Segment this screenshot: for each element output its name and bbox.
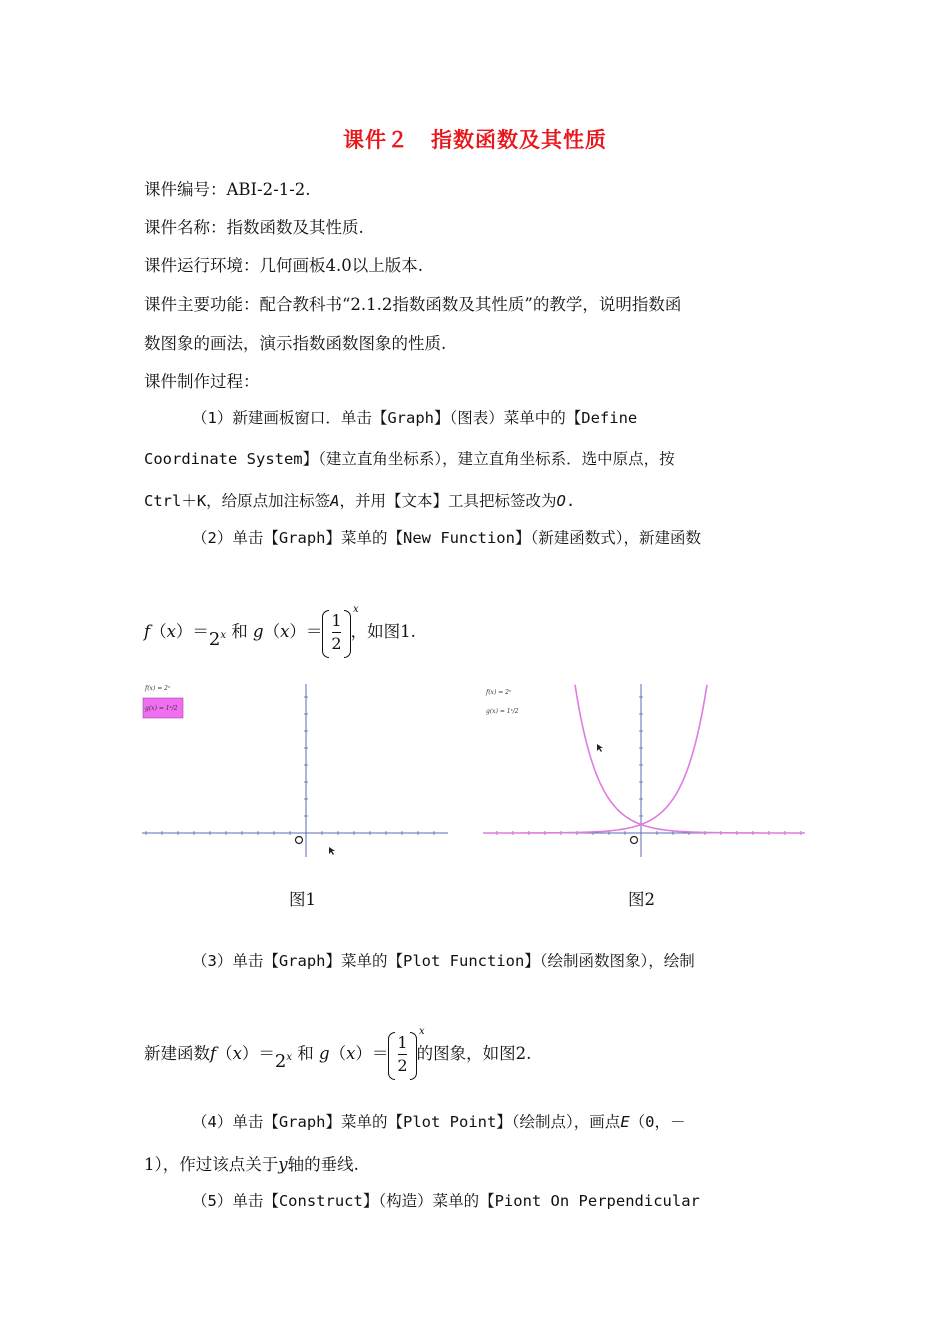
axis-ticks	[146, 697, 434, 835]
figure-1	[142, 682, 448, 864]
curve-f-2-pow-x	[483, 685, 707, 833]
fraction-half-power-x: 1 2 x	[388, 1032, 416, 1077]
meta-name: 课件名称：指数函数及其性质.	[144, 218, 364, 237]
step4-line-1: （4）单击【Graph】菜单的【Plot Point】（绘制点），画点E（0，－	[192, 1113, 686, 1131]
legend-f: f(x) = 2ˣ	[486, 689, 512, 696]
meta-process: 课件制作过程：	[144, 372, 260, 391]
meta-function-line-1: 课件主要功能：配合教科书“2.1.2指数函数及其性质”的教学，说明指数函	[144, 295, 682, 314]
meta-number: 课件编号：ABⅠ-2-1-2.	[144, 180, 311, 199]
step2-formula: $f(x)=2^x$ 和 g（x）＝ 1 2 x ，如图1.	[144, 610, 416, 655]
cursor-icon	[329, 847, 335, 855]
figure-2-caption: 图2	[628, 890, 655, 909]
step2-line-1: （2）单击【Graph】菜单的【New Function】（新建函数式），新建函数	[192, 529, 701, 547]
figure-1-caption: 图1	[289, 890, 316, 909]
step4-line-2: 1），作过该点关于y轴的垂线.	[144, 1155, 359, 1174]
curve-g-half-pow-x	[575, 685, 805, 833]
step1-line-3: Ctrl＋K，给原点加注标签A，并用【文本】工具把标签改为O.	[144, 492, 576, 510]
legend-f: f(x) = 2ˣ	[145, 685, 171, 692]
page-title: 课件２ 指数函数及其性质	[343, 127, 607, 152]
origin-point	[631, 837, 638, 844]
step1-line-2: Coordinate System】（建立直角坐标系），建立直角坐标系．选中原点，按	[144, 450, 675, 468]
fraction-half-power-x: 1 2 x	[322, 610, 350, 655]
step3-formula: 新建函数$f(x)=2^x$ 和 g（x）＝ 1 2 x 的图象，如图2.	[144, 1032, 531, 1077]
step1-line-1: （1）新建画板窗口．单击【Graph】（图表）菜单中的【Define	[192, 409, 638, 427]
meta-function-line-2: 数图象的画法，演示指数函数图象的性质.	[144, 334, 447, 353]
step3-line-1: （3）单击【Graph】菜单的【Plot Function】（绘制函数图象），绘制	[192, 952, 695, 970]
meta-env: 课件运行环境：几何画板4.0以上版本.	[144, 256, 423, 275]
legend-g: g(x) = 1ˣ/2	[145, 705, 178, 712]
step5-line-1: （5）单击【Construct】（构造）菜单的【Piont On Perpendicular	[192, 1192, 700, 1210]
figure-2	[483, 682, 805, 864]
legend-g: g(x) = 1ˣ/2	[486, 708, 519, 715]
origin-point	[296, 837, 303, 844]
axis-ticks	[497, 697, 801, 835]
cursor-icon	[597, 744, 603, 752]
